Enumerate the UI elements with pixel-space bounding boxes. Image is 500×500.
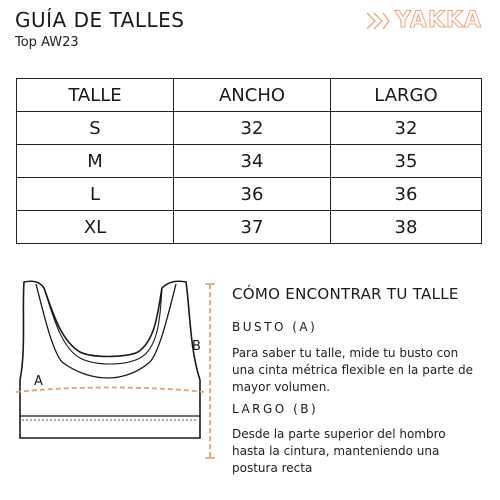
table-cell-ancho: 36 bbox=[174, 178, 331, 211]
length-label: LARGO (B) bbox=[232, 402, 319, 416]
table-row bbox=[17, 145, 482, 178]
page-title: GUÍA DE TALLES bbox=[15, 8, 185, 32]
table-cell-talle: XL bbox=[17, 211, 174, 244]
bust-label: BUSTO (A) bbox=[232, 320, 318, 334]
table-cell-talle: L bbox=[17, 178, 174, 211]
table-cell-largo: 35 bbox=[331, 145, 482, 178]
garment-neckline bbox=[44, 288, 162, 364]
table-header-row bbox=[17, 79, 482, 112]
table-cell-talle: S bbox=[17, 112, 174, 145]
table-cell-largo: 38 bbox=[331, 211, 482, 244]
table-row bbox=[17, 211, 482, 244]
table-cell-ancho: 37 bbox=[174, 211, 331, 244]
table-cell-ancho: 32 bbox=[174, 112, 331, 145]
marker-a: A bbox=[34, 374, 43, 389]
size-table bbox=[16, 78, 482, 244]
bust-instructions: Para saber tu talle, mide tu busto con una cinta métrica flexible en la parte de mayor volumen. bbox=[232, 346, 474, 394]
table-row bbox=[17, 178, 482, 211]
brand-mark-icon bbox=[365, 11, 391, 31]
garment-outline bbox=[20, 281, 200, 438]
guide-heading: CÓMO ENCONTRAR TU TALLE bbox=[232, 285, 459, 303]
column-header-ancho: ANCHO bbox=[174, 79, 331, 112]
table-row bbox=[17, 112, 482, 145]
brand-name: YAKKA bbox=[395, 8, 482, 33]
sports-bra-diagram bbox=[0, 270, 225, 495]
table-cell-largo: 32 bbox=[331, 112, 482, 145]
page-subtitle: Top AW23 bbox=[15, 35, 79, 50]
bust-measure-line bbox=[16, 388, 204, 393]
marker-b: B bbox=[192, 339, 201, 354]
length-instructions: Desde la parte superior del hombro hasta la cintura, manteniendo una postura recta bbox=[232, 427, 446, 475]
column-header-talle: TALLE bbox=[17, 79, 174, 112]
table-cell-talle: M bbox=[17, 145, 174, 178]
table-cell-ancho: 34 bbox=[174, 145, 331, 178]
table-cell-largo: 36 bbox=[331, 178, 482, 211]
brand-logo bbox=[365, 8, 482, 33]
column-header-largo: LARGO bbox=[331, 79, 482, 112]
